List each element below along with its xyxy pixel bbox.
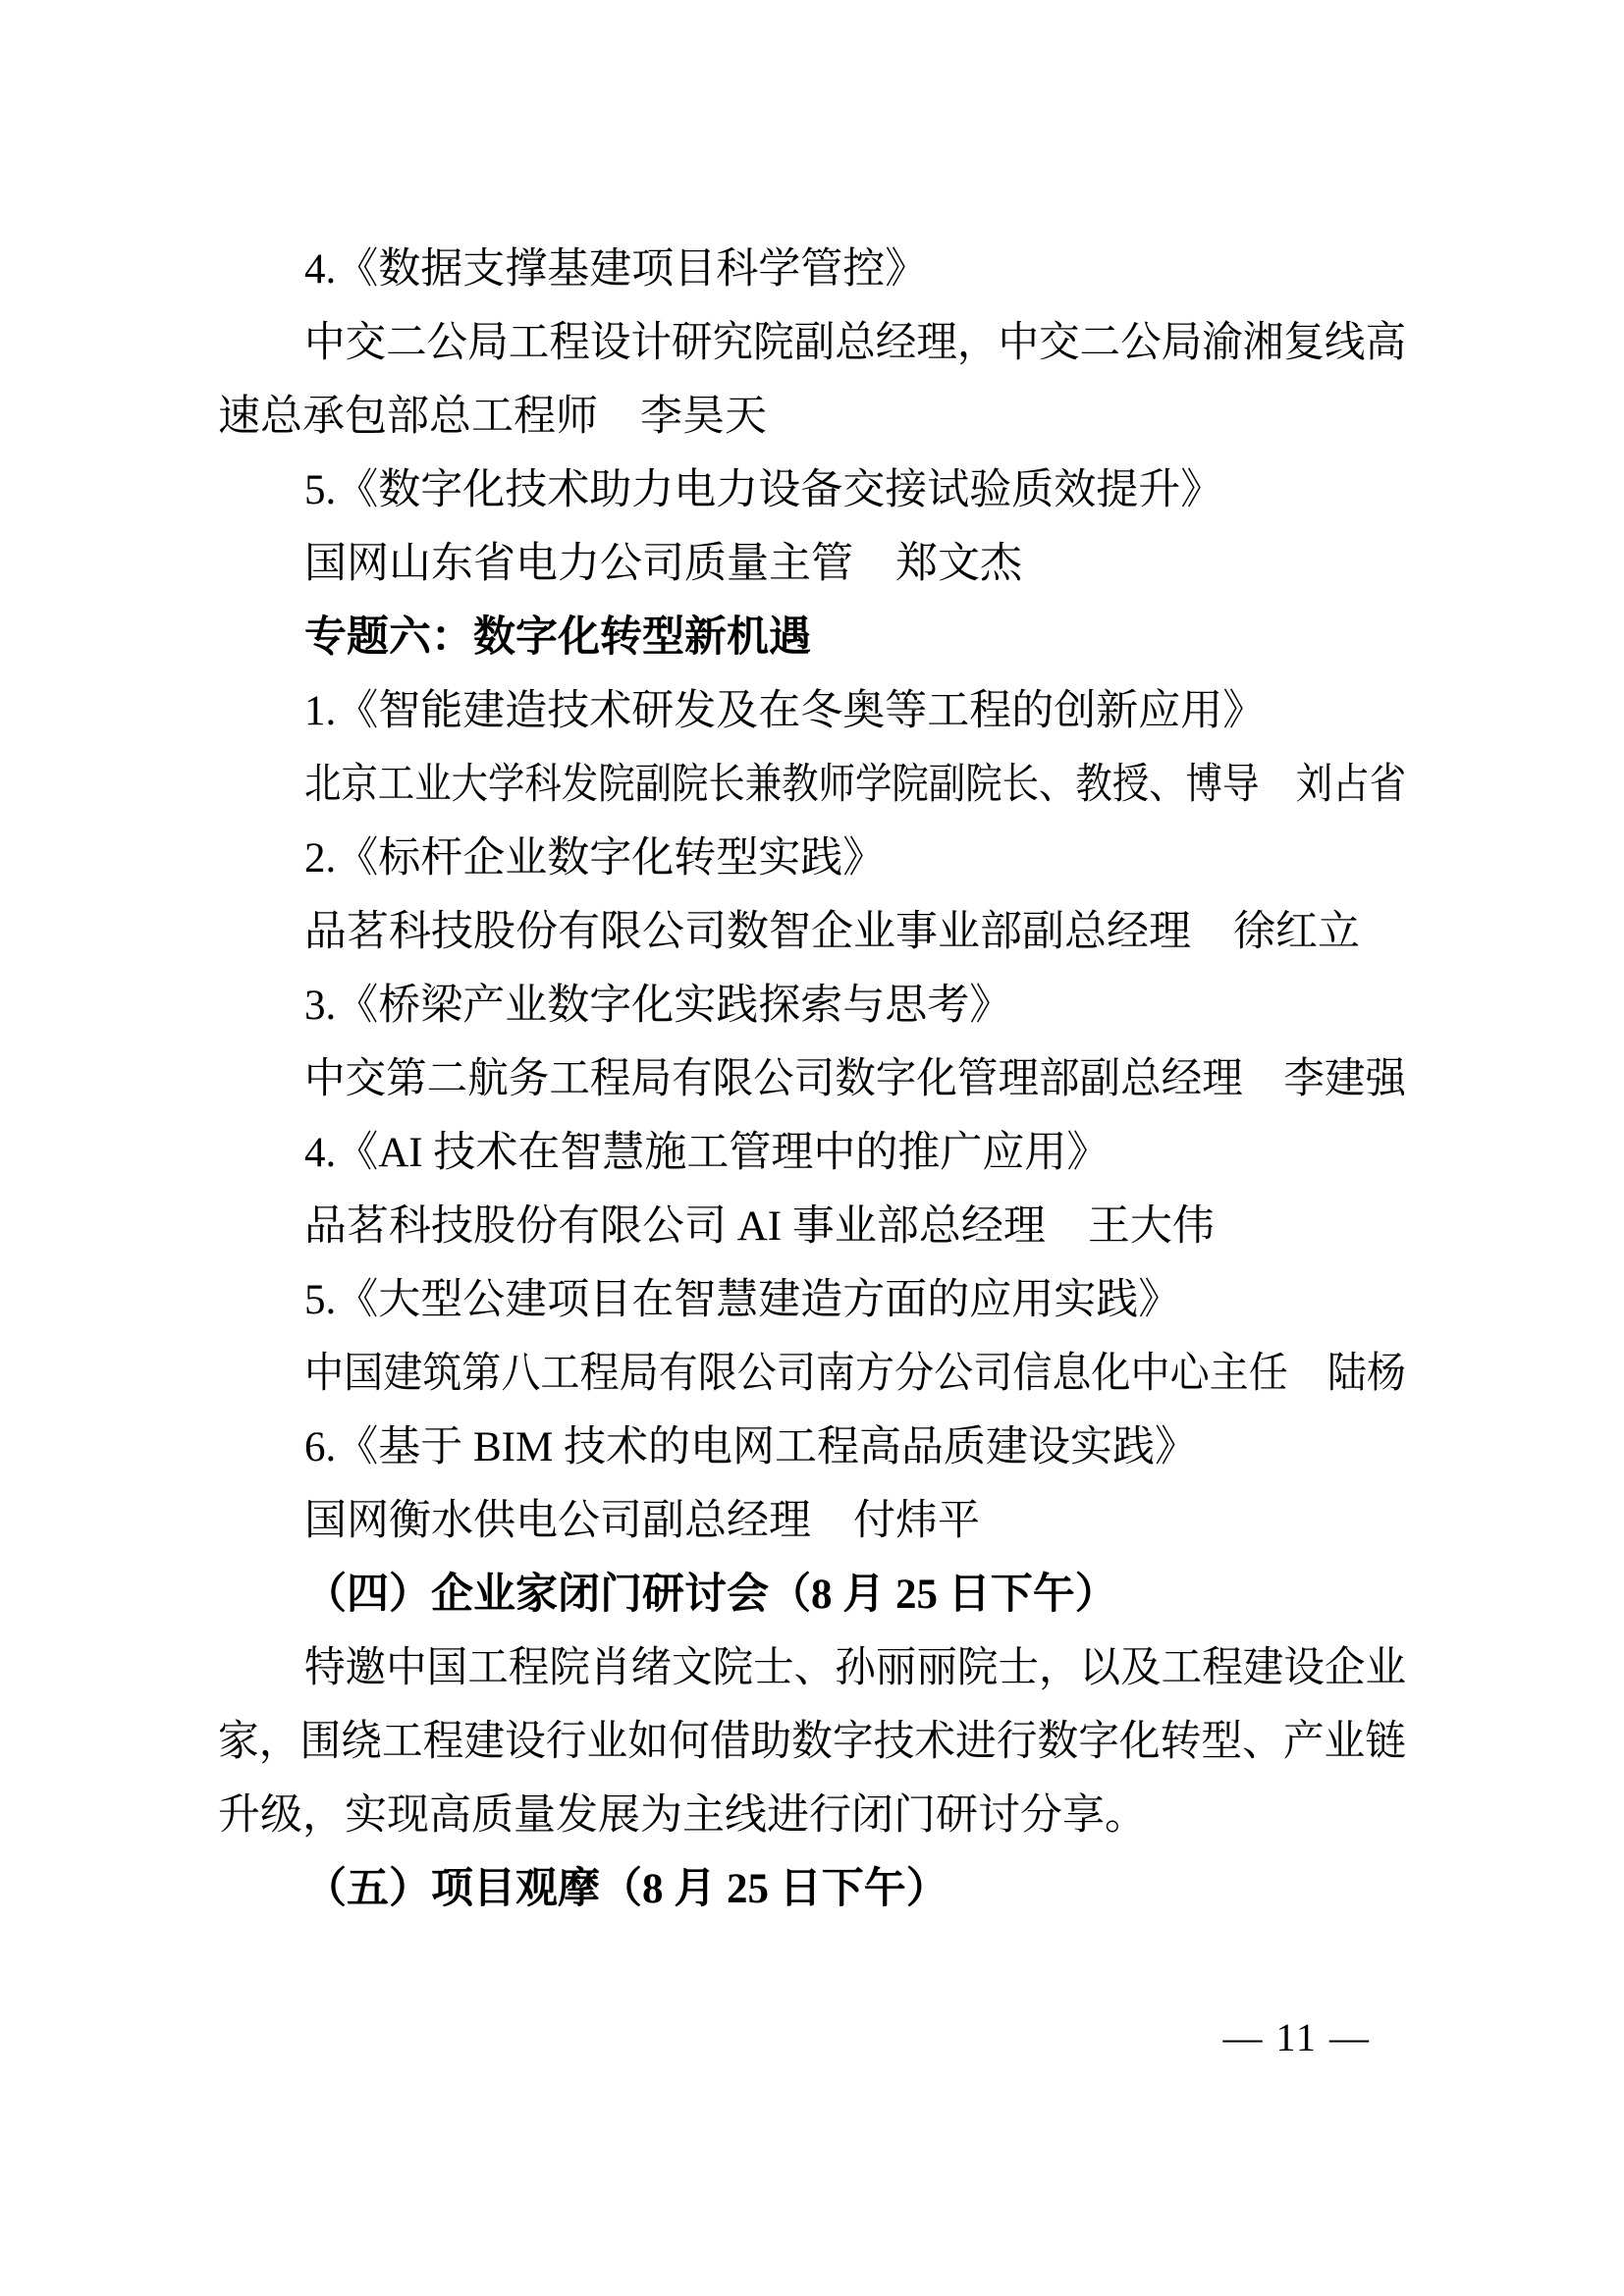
text-line <box>218 454 1406 527</box>
page-body <box>218 233 1406 1926</box>
text-line-content: 特邀中国工程院肖绪文院士、孙丽丽院士，以及工程建设企业 <box>304 1645 1406 1691</box>
text-line <box>218 1042 1406 1116</box>
text-line-content: （五）项目观摩（8 月 25 日下午） <box>304 1866 948 1912</box>
text-line <box>218 306 1406 380</box>
text-line <box>218 822 1406 895</box>
text-line <box>218 1631 1406 1705</box>
text-line <box>218 233 1406 306</box>
text-line <box>218 1779 1406 1852</box>
text-line <box>218 748 1406 822</box>
text-line-content: 北京工业大学科发院副院长兼教师学院副院长、教授、博导 刘占省 <box>304 762 1406 808</box>
text-line-content: 3.《桥梁产业数字化实践探索与思考》 <box>304 983 1012 1029</box>
text-line <box>218 1116 1406 1190</box>
text-line-content: 国网山东省电力公司质量主管 郑文杰 <box>304 541 1022 587</box>
text-line-content: 品茗科技股份有限公司数智企业事业部副总经理 徐红立 <box>304 909 1360 955</box>
heading-line <box>218 601 1406 674</box>
text-line <box>218 1337 1406 1411</box>
text-line <box>218 1705 1406 1779</box>
heading-line <box>218 1852 1406 1926</box>
text-line <box>218 1190 1406 1263</box>
text-line <box>218 969 1406 1042</box>
text-line-content: 5.《数字化技术助力电力设备交接试验质效提升》 <box>304 467 1223 513</box>
text-line <box>218 1263 1406 1337</box>
text-line-content: 速总承包部总工程师 李昊天 <box>218 394 767 440</box>
text-line-content: 中交二公局工程设计研究院副总经理，中交二公局渝湘复线高 <box>304 320 1406 366</box>
text-line-content: 中国建筑第八工程局有限公司南方分公司信息化中心主任 陆杨 <box>304 1351 1406 1397</box>
text-line-content: 4.《数据支撑基建项目科学管控》 <box>304 246 928 293</box>
text-line-content: 1.《智能建造技术研发及在冬奥等工程的创新应用》 <box>304 688 1266 734</box>
text-line <box>218 1484 1406 1558</box>
text-line-content: 2.《标杆企业数字化转型实践》 <box>304 835 886 881</box>
text-line <box>218 895 1406 969</box>
heading-line <box>218 1558 1406 1631</box>
text-line-content: 国网衡水供电公司副总经理 付炜平 <box>304 1498 980 1544</box>
text-line-content: 品茗科技股份有限公司 AI 事业部总经理 王大伟 <box>304 1203 1215 1250</box>
text-line <box>218 380 1406 454</box>
text-line-content: 专题六：数字化转型新机遇 <box>304 614 811 661</box>
text-line-content: 家，围绕工程建设行业如何借助数字技术进行数字化转型、产业链 <box>218 1719 1406 1765</box>
text-line-content: 5.《大型公建项目在智慧建造方面的应用实践》 <box>304 1277 1181 1323</box>
text-line-content: （四）企业家闭门研讨会（8 月 25 日下午） <box>304 1572 1117 1618</box>
text-line-content: 6.《基于 BIM 技术的电网工程高品质建设实践》 <box>304 1424 1197 1470</box>
text-line <box>218 1411 1406 1484</box>
text-line-content: 中交第二航务工程局有限公司数字化管理部副总经理 李建强 <box>304 1056 1406 1102</box>
page-number: — 11 — <box>1222 2015 1371 2059</box>
text-line-content: 4.《AI 技术在智慧施工管理中的推广应用》 <box>304 1130 1110 1176</box>
text-line <box>218 674 1406 748</box>
text-line-content: 升级，实现高质量发展为主线进行闭门研讨分享。 <box>218 1792 1147 1839</box>
text-line <box>218 527 1406 601</box>
